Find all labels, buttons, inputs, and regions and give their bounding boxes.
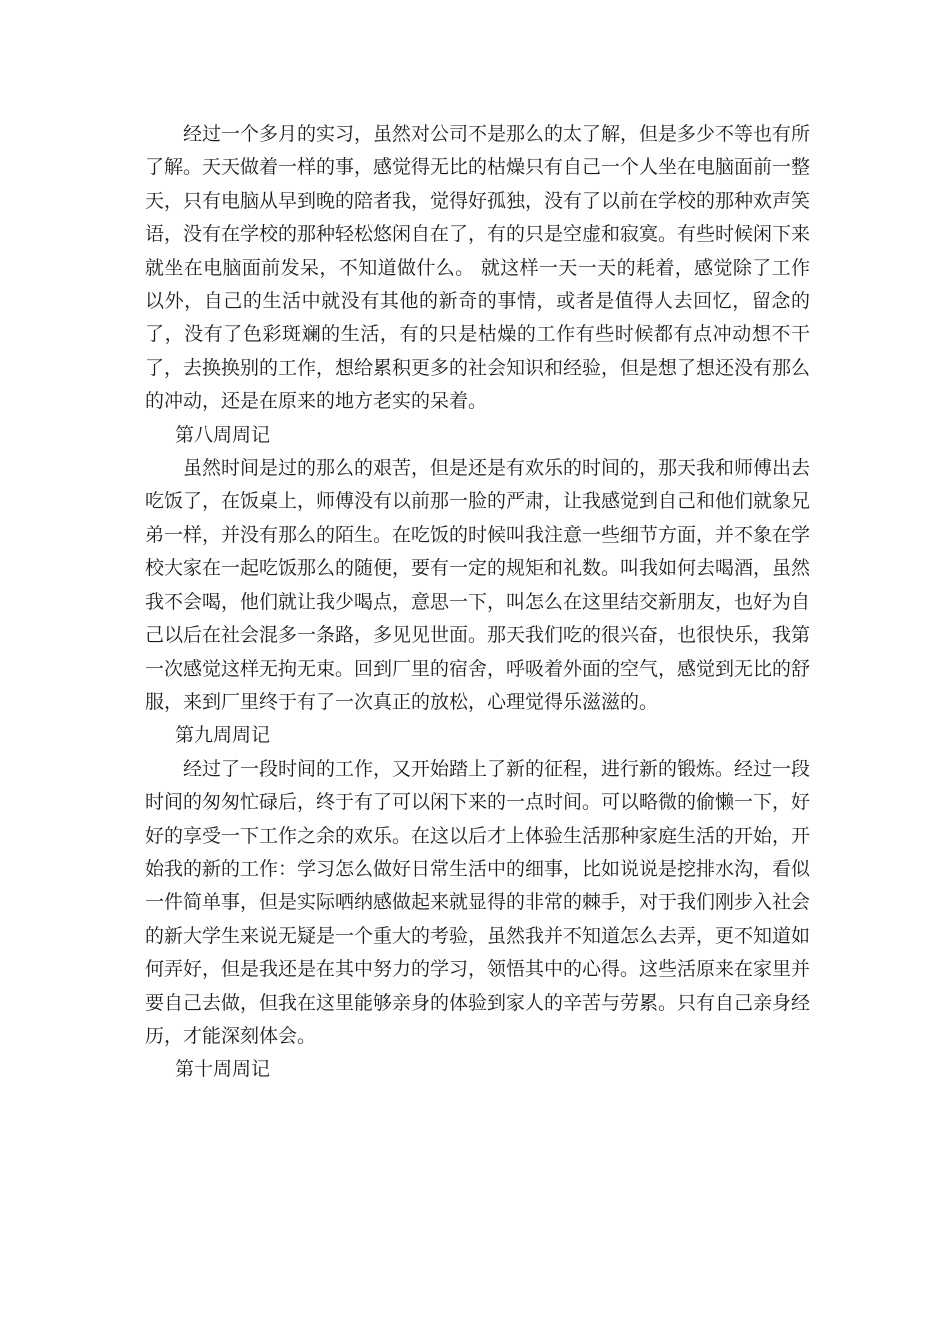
paragraph-week-9: 经过了一段时间的工作，又开始踏上了新的征程，进行新的锻炼。经过一段时间的匆匆忙碌后，终于有了可以闲下来的一点时间。可以略微的偷懒一下，好好的享受一下工作之余的欢乐。在这以后才上体验生活那种家庭生活的开始，开始我的新的工作：学习怎么做好日常生活中的细事，比如说说是挖排水沟，看似一件简单事，但是实际哂纳感做起来就显得的非常的棘手，对于我们刚步入社会的新大学生来说无疑是一个重大的考验，虽然我并不知道怎么去弄，更不知道如何弄好，但是我还是在其中努力的学习，领悟其中的心得。这些活原来在家里并要自己去做，但我在这里能够亲身的体验到家人的辛苦与劳累。只有自己亲身经历，才能深刻体会。: [145, 757, 811, 1047]
paragraph-week-8: 虽然时间是过的那么的艰苦，但是还是有欢乐的时间的，那天我和师傅出去吃饭了，在饭桌上，师傅没有以前那一脸的严肃，让我感觉到自己和他们就象兄弟一样，并没有那么的陌生。在吃饭的时候叫我注意一些细节方面，并不象在学校大家在一起吃饭那么的随便，要有一定的规矩和礼数。叫我如何去喝酒，虽然我不会喝，他们就让我少喝点，意思一下，叫怎么在这里结交新朋友，也好为自己以后在社会混多一条路，多见见世面。那天我们吃的很兴奋，也很快乐，我第一次感觉这样无拘无束。回到厂里的宿舍，呼吸着外面的空气，感觉到无比的舒服，来到厂里终于有了一次真正的放松，心理觉得乐滋滋的。: [145, 457, 811, 713]
heading-week-10: 第十周周记: [175, 1058, 271, 1081]
heading-week-8: 第八周周记: [175, 423, 271, 446]
paragraph-internship-reflection: 经过一个多月的实习，虽然对公司不是那么的太了解，但是多少不等也有所了解。天天做着一样的事，感觉得无比的枯燥只有自己一个人坐在电脑面前一整天，只有电脑从早到晚的陪者我，觉得好孤独，没有了以前在学校的那种欢声笑语，没有在学校的那种轻松悠闲自在了，有的只是空虚和寂寞。有些时候闲下来就坐在电脑面前发呆，不知道做什么。 就这样一天一天的耗着，感觉除了工作以外，自己的生活中就没有其他的新奇的事情，或者是值得人去回忆，留念的了，没有了色彩斑斓的生活，有的只是枯燥的工作有些时候都有点冲动想不干了，去换换别的工作，想给累积更多的社会知识和经验，但是想了想还没有那么的冲动，还是在原来的地方老实的呆着。: [145, 123, 811, 413]
heading-week-9: 第九周周记: [175, 724, 271, 747]
document-body: [145, 118, 810, 1087]
